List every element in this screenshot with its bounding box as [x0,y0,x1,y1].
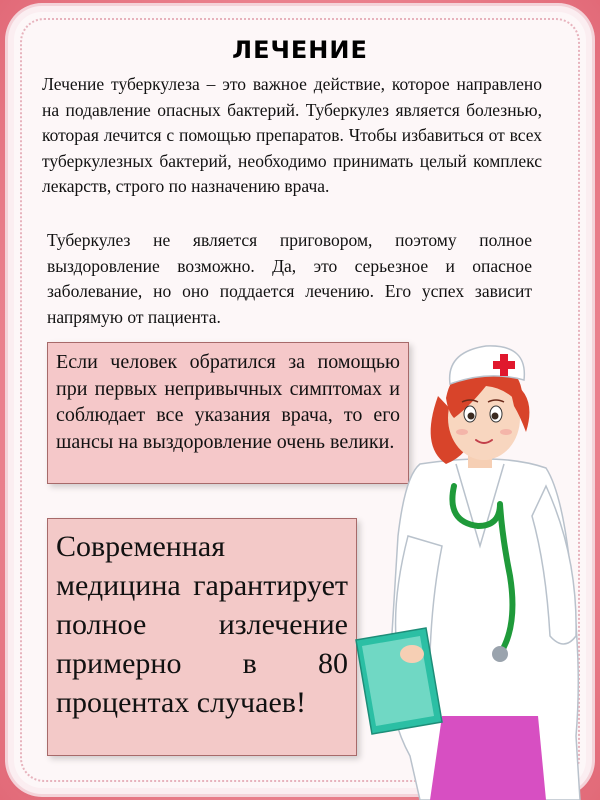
paragraph-treatment: Лечение туберкулеза – это важное действие, которое направлено на подавление опасных бактерий. Туберкулез является болезнью, которая лечится с помощью препаратов. Чтобы избавиться от всех туберкулезных бактерий, необходимо принимать целый комплекс лекарств, строго по назначению врача. [42,74,542,196]
nurse-skirt [430,716,546,800]
callout-cure-rate [47,518,357,756]
page-title: ЛЕЧЕНИЕ [232,36,368,64]
callout-early-treatment-text: Если человек обратился за помощью при первых непривычных симптомах и соблюдает все указания врача, то его шансы на выздоровление очень велики. [56,351,400,453]
nurse-illustration [350,336,590,800]
paragraph-recovery: Туберкулез не является приговором, поэтому полное выздоровление возможно. Да, это серьезное и опасное заболевание, но оно поддается лечению. Его успех зависит напрямую от пациента. [47,230,532,327]
callout-cure-rate-text: Современная медицина гарантирует полное излечение примерно в 80 процентах случаев! [56,530,348,719]
